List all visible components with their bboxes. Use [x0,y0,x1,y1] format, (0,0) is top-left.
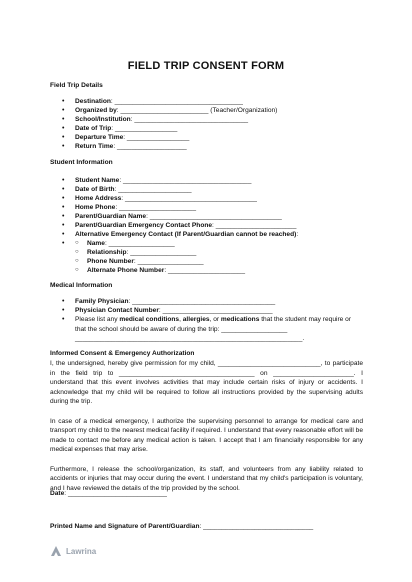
consent-body [50,359,363,503]
medical-conditions-item: • Please list any medical conditions, allergies, or medications that the student may require or that the school should be aware of during the trip: __________________ ______________________________________________________________. [62,315,362,344]
field-trip-list [62,97,277,151]
sub-list-item: ○ Relationship: __________________ [62,248,298,257]
student-info-heading: Student Information [50,159,113,166]
brand-logo [50,545,96,557]
form-title: FIELD TRIP CONSENT FORM [127,60,285,72]
list-item: • Physician Contact Number: ______________________________ [62,306,362,315]
list-item: • Return Time: ___________________ [62,142,277,151]
list-item: • Parent/Guardian Name: ____________________________________ [62,212,298,221]
alt-contact-sublist [62,239,298,275]
list-item: • Family Physician: _______________________________________ [62,297,362,306]
sub-list-item: ○ • Name: __________________ [62,239,298,248]
list-item: • Home Phone: _____________________ [62,203,298,212]
sub-list-item: ○ Phone Number: __________________ [62,257,298,266]
list-item: • Parent/Guardian Emergency Contact Phone: ______________________ [62,221,298,230]
emergency-paragraph: In case of a medical emergency, I authorize the supervising personnel to arrange for medical care and transport my child to the nearest medical facility if required. I understand that every reasonable effort will be made to contact me before any medical action is taken. I accept that I am financially responsible for any medical expenses that may arise. [50,417,363,454]
list-item: • Date of Birth: ____________________ [62,185,298,194]
list-item: • Home Address: ____________________________________ [62,194,298,203]
brand-name: Lawrina [66,546,97,556]
medical-info-list [62,297,362,344]
list-item: • Destination: ___________________________________ [62,97,277,106]
list-item: • Date of Trip: _________________ [62,124,277,133]
list-item: • Student Name: ___________________________________ [62,176,298,185]
date-line: Date: ___________________________ [50,490,167,497]
sub-list-item: ○ Alternate Phone Number: _____________________ [62,266,298,275]
list-item: • Departure Time: _________________ [62,133,277,142]
consent-paragraph: I, the undersigned, hereby give permission for my child, ____________________________, to participate in the field trip to _____________________________________ on ______________________. I understand that this event involves activities that may include certain risks of injury or accidents. I acknowledge that my child will be required to follow all instructions provided by the supervising adults during the trip. [50,360,363,406]
student-info-list [62,176,298,275]
list-item: • School/Institution: _______________________________ [62,115,277,124]
field-trip-heading: Field Trip Details [50,82,103,89]
list-item: • Organized by: ________________________ (Teacher/Organization) [62,106,277,115]
signature-line: Printed Name and Signature of Parent/Guardian: ______________________________ [50,523,314,530]
medical-info-heading: Medical Information [50,282,113,289]
lawrina-logo-icon [50,545,62,557]
release-paragraph: Furthermore, I release the school/organization, its staff, and volunteers from any liability related to accidents or injuries that may occur during the event. I understand that my child's participation is voluntary, and I have reviewed the details of the trip provided by the school. [50,465,363,492]
list-item: • Alternative Emergency Contact (If Parent/Guardian cannot be reached): [62,230,298,239]
consent-heading: Informed Consent & Emergency Authorization [50,350,195,357]
